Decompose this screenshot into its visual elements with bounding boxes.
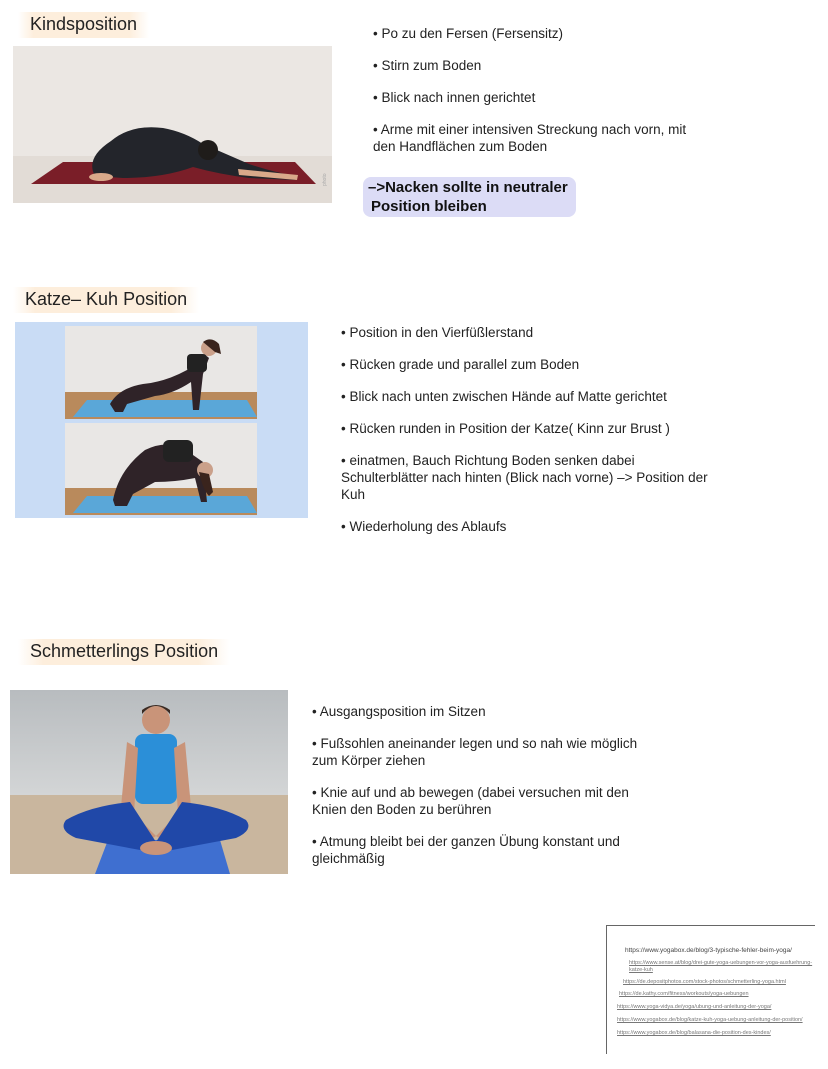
- list-item: • einatmen, Bauch Richtung Boden senken dabei Schulterblätter nach hinten (Blick nach vorne) –> Position der Kuh: [341, 453, 708, 502]
- list-item: • Po zu den Fersen (Fersensitz): [373, 26, 564, 41]
- svg-text:photo: photo: [322, 173, 328, 186]
- neck-note-line: –>Nacken sollte in neutraler: [368, 179, 568, 196]
- sources-box: [606, 925, 815, 1054]
- katze-kuh-instructions: [341, 324, 711, 550]
- butterfly-pose-illustration: [10, 690, 288, 874]
- schmetterling-instructions: [312, 703, 662, 882]
- kindsposition-instructions: [373, 25, 708, 170]
- list-item: • Knie auf und ab bewegen (dabei versuchen mit den Knien den Boden zu berühren: [312, 785, 629, 817]
- source-link[interactable]: https://de.depositphotos.com/stock-photos/schmetterling-yoga.html: [623, 979, 786, 985]
- source-link[interactable]: https://www.yogabox.de/blog/katze-kuh-yoga-uebung-anleitung-der-position/: [617, 1017, 803, 1023]
- source-link[interactable]: https://www.yogabox.de/blog/3-typische-fehler-beim-yoga/: [625, 947, 792, 954]
- source-link[interactable]: https://www.yoga-vidya.de/yoga/ubung-und-anleitung-der-yoga/: [617, 1004, 772, 1010]
- list-item: • Rücken runden in Position der Katze( Kinn zur Brust ): [341, 421, 670, 436]
- section-title-schmetterling: Schmetterlings Position: [18, 639, 230, 665]
- list-item: • Arme mit einer intensiven Streckung nach vorn, mit den Handflächen zum Boden: [373, 122, 687, 154]
- list-item: • Blick nach innen gerichtet: [373, 90, 536, 105]
- source-link[interactable]: https://de.kathy.com/fitness/workouts/yoga-uebungen: [619, 991, 749, 997]
- neck-note-line: Position bleiben: [371, 198, 487, 215]
- cat-cow-illustration: [15, 322, 308, 518]
- list-item: • Stirn zum Boden: [373, 58, 482, 73]
- butterfly-pose-photo: [10, 690, 288, 874]
- list-item: • Rücken grade und parallel zum Boden: [341, 357, 580, 372]
- list-item: • Wiederholung des Ablaufs: [341, 519, 507, 534]
- child-pose-illustration: [13, 46, 332, 203]
- cat-cow-photo-panel: [15, 322, 308, 518]
- child-pose-photo: [13, 46, 332, 203]
- list-item: • Atmung bleibt bei der ganzen Übung konstant und gleichmäßig: [312, 834, 620, 866]
- list-item: • Blick nach unten zwischen Hände auf Matte gerichtet: [341, 389, 667, 404]
- list-item: • Position in den Vierfüßlerstand: [341, 325, 534, 340]
- list-item: • Ausgangsposition im Sitzen: [312, 704, 486, 719]
- list-item: • Fußsohlen aneinander legen und so nah wie möglich zum Körper ziehen: [312, 736, 638, 768]
- neck-note-highlight: [363, 177, 576, 217]
- section-title-katze-kuh: Katze– Kuh Position: [13, 287, 199, 313]
- source-link[interactable]: https://www.yogabox.de/blog/balasana-die-position-des-kindes/: [617, 1030, 771, 1036]
- section-title-kindsposition: Kindsposition: [18, 12, 149, 38]
- source-link[interactable]: https://www.sense.at/blog/drei-gute-yoga-uebungen-vor-yoga-ausfuehrung-katze-kuh: [629, 960, 813, 973]
